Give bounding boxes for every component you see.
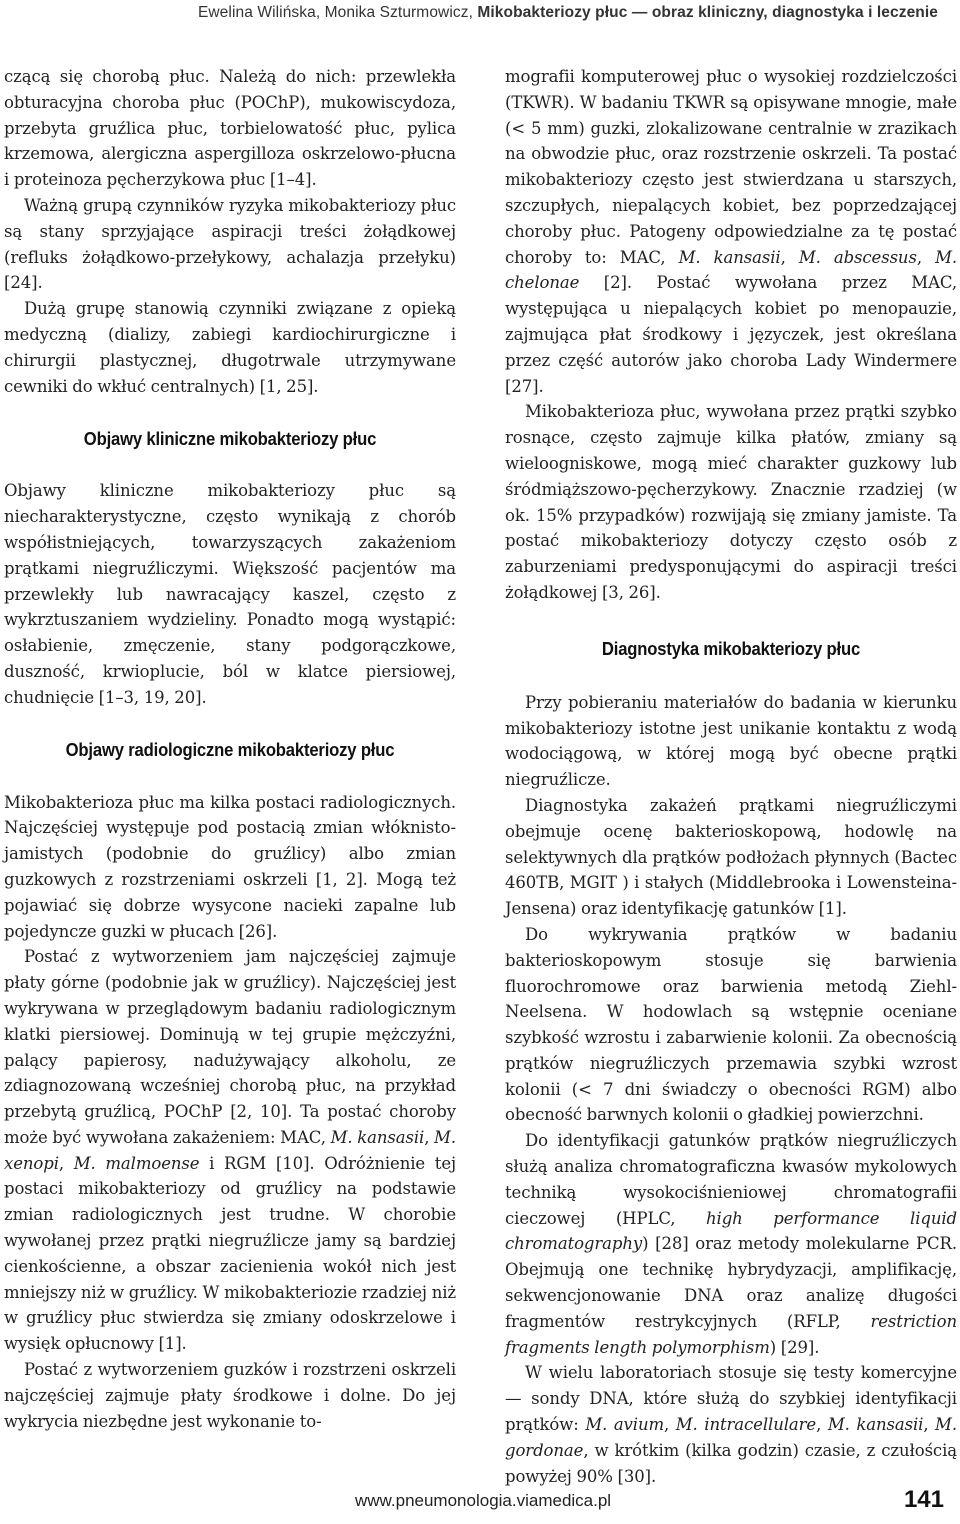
paragraph: W wielu laboratoriach stosuje się testy komercyjne — sondy DNA, które służą do szybkiej identyfikacji prątków: M. avium, M. intracellulare, M. kansasii, M. gordonae, w krótkim (kilka godzin) czasie, z czułością powyżej 90% [30]. <box>505 1363 957 1486</box>
paragraph: Dużą grupę stanowią czynniki związane z opieką medyczną (dializy, zabiegi kardiochirurgiczne i chirurgii plastycznej, długotrwale utrzymywane cewniki do wkłuć centralnych) [1, 25]. <box>4 299 456 396</box>
section-heading-radiological: Objawy radiologiczne mikobakteriozy płuc <box>65 738 395 760</box>
section-heading-clinical: Objawy kliniczne mikobakteriozy płuc <box>83 428 377 450</box>
paragraph: Mikobakterioza płuc, wywołana przez prątki szybko rosnące, często zajmuje kilka płatów, zmiany są wieloogniskowe, mogą mieć charakter guzkowy lub śródmiąższowo-pęcherzykowy. Znacznie rzadziej (w ok. 15% przypadków) rozwijają się zmiany jamiste. Ta postać mikobakteriozy dotyczy często osób z zaburzeniami predysponującymi do aspiracji treści żołądkowej [3, 26]. <box>505 402 957 602</box>
paragraph: Objawy kliniczne mikobakteriozy płuc są niecharakterystyczne, często wynikają z chorób współistniejących, towarzyszących zakażeniom prątkami niegruźliczymi. Większość pacjentów ma przewlekły lub nawracający kaszel, często z wykrztuszaniem wydzieliny. Ponadto mogą wystąpić: osłabienie, zmęczenie, stany podgorączkowe, duszność, krwioplucie, ból w klatce piersiowej, chudnięcie [1–3, 19, 20]. <box>4 481 456 707</box>
paragraph: Do identyfikacji gatunków prątków niegruźliczych służą analiza chromatograficzna kwasów mykolowych techniką wysokociśnieniowej chromatografii cieczowej (HPLC, high performance liquid chromatography) [28] oraz metody molekularne PCR. Obejmują one technikę hybrydyzacji, amplifikację, sekwencjonowanie DNA oraz analizę długości fragmentów restrykcyjnych (RFLP, restriction fragments length polymorphism) [29]. <box>505 1131 957 1357</box>
paragraph: mografii komputerowej płuc o wysokiej rozdzielczości (TKWR). W badaniu TKWR są opisywane mnogie, małe (< 5 mm) guzki, zlokalizowane centralnie w zrazikach na obwodzie płuc, oraz rozstrzenie oskrzeli. Ta postać mikobakteriozy często jest stwierdzana u starszych, szczupłych, niepalących kobiet, bez poprzedzającej choroby płuc. Patogeny odpowiedzialne za tę postać choroby to: MAC, M. kansasii, M. abscessus, M. chelonae [2]. Postać wywołana przez MAC, występująca u niepalących kobiet po menopauzie, zajmująca płat środkowy i języczek, jest określana przez część autorów jako choroba Lady Windermere [27]. <box>505 67 958 396</box>
paragraph: Postać z wytworzeniem jam najczęściej zajmuje płaty górne (podobnie jak w gruźlicy). Najczęściej jest wykrywana w przeglądowym badaniu radiologicznym klatki piersiowej. Dominują w tej grupie mężczyźni, palący papierosy, nadużywający alkoholu, ze zdiagnozowaną wcześniej chorobą płuc, na przykład przebytą gruźlicą, POChP [2, 10]. Ta postać choroby może być wywołana zakażeniem: MAC, M. kansasii, M. xenopi, M. malmoense i RGM [10]. Odróżnienie tej postaci mikobakteriozy od gruźlicy na podstawie zmian radiologicznych jest trudne. W chorobie wywołanej przez prątki niegruźlicze jamy są bardziej cienkościenne, a obszar zacienienia wokół nich jest mniejszy niż w gruźlicy. W mikobakteriozie rzadziej niż w gruźlicy płuc stwierdza się zmiany odoskrzelowe i wysięk opłucnowy [1]. <box>4 947 456 1354</box>
section-heading-diagnostics: Diagnostyka mikobakteriozy płuc <box>601 637 861 659</box>
paragraph: Ważną grupą czynników ryzyka mikobakteriozy płuc są stany sprzyjające aspiracji treści żołądkowej (refluks żołądkowo-przełykowy, achalazja przełyku) [24]. <box>4 195 456 293</box>
paragraph: Diagnostyka zakażeń prątkami niegruźliczymi obejmuje ocenę bakterioskopową, hodowlę na selektywnych dla prątków podłożach płynnych (Bactec 460TB, MGIT ) i stałych (Middlebrooka i Lowensteina-Jensena) oraz identyfikację gatunków [1]. <box>505 795 957 919</box>
paragraph: Mikobakterioza płuc ma kilka postaci radiologicznych. Najczęściej występuje pod postacią zmian włóknisto-jamistych (podobnie do gruźlicy) albo zmian guzkowych z rozstrzeniami oskrzeli [1, 2]. Mogą też pojawiać się dobrze wysycone nacieki zapalne lub pojedyncze guzki w płucach [26]. <box>4 792 456 941</box>
running-header <box>198 4 938 22</box>
header-authors: Ewelina Wilińska, Monika Szturmowicz, <box>197 4 478 21</box>
paragraph: Postać z wytworzeniem guzków i rozstrzeni oskrzeli najczęściej zajmuje płaty środkowe i dolne. Do jej wykrycia niezbędne jest wykonanie to- <box>4 1360 456 1431</box>
page-number: 141 <box>903 1486 944 1513</box>
paragraph: Przy pobieraniu materiałów do badania w kierunku mikobakteriozy istotne jest unikanie kontaktu z wodą wodociągową, w której mogą być obecne prątki niegruźlicze. <box>505 692 957 790</box>
paragraph: Do wykrywania prątków w badaniu bakterioskopowym stosuje się barwienia fluorochromowe oraz barwienia metodą Ziehl-Neelsena. W hodowlach są wstępnie oceniane szybkość wzrostu i zabarwienie kolonii. Za obecnością prątków niegruźliczych przemawia szybki wzrost kolonii (< 7 dni świadczy o obecności RGM) albo obecność barwnych kolonii o gładkiej powierzchni. <box>505 924 957 1125</box>
header-article-title: Mikobakteriozy płuc — obraz kliniczny, diagnostyka i leczenie <box>477 4 938 21</box>
right-column <box>505 64 957 1489</box>
paragraph: czącą się chorobą płuc. Należą do nich: przewlekła obturacyjna choroba płuc (POChP), mukowiscydoza, przebyta gruźlica płuc, torbielowatość płuc, pylica krzemowa, alergiczna aspergilloza oskrzelowo-płucna i proteinoza pęcherzykowa płuc [1–4]. <box>4 67 456 190</box>
left-column <box>4 64 456 1434</box>
journal-url: www.pneumonologia.viamedica.pl <box>355 1491 612 1510</box>
